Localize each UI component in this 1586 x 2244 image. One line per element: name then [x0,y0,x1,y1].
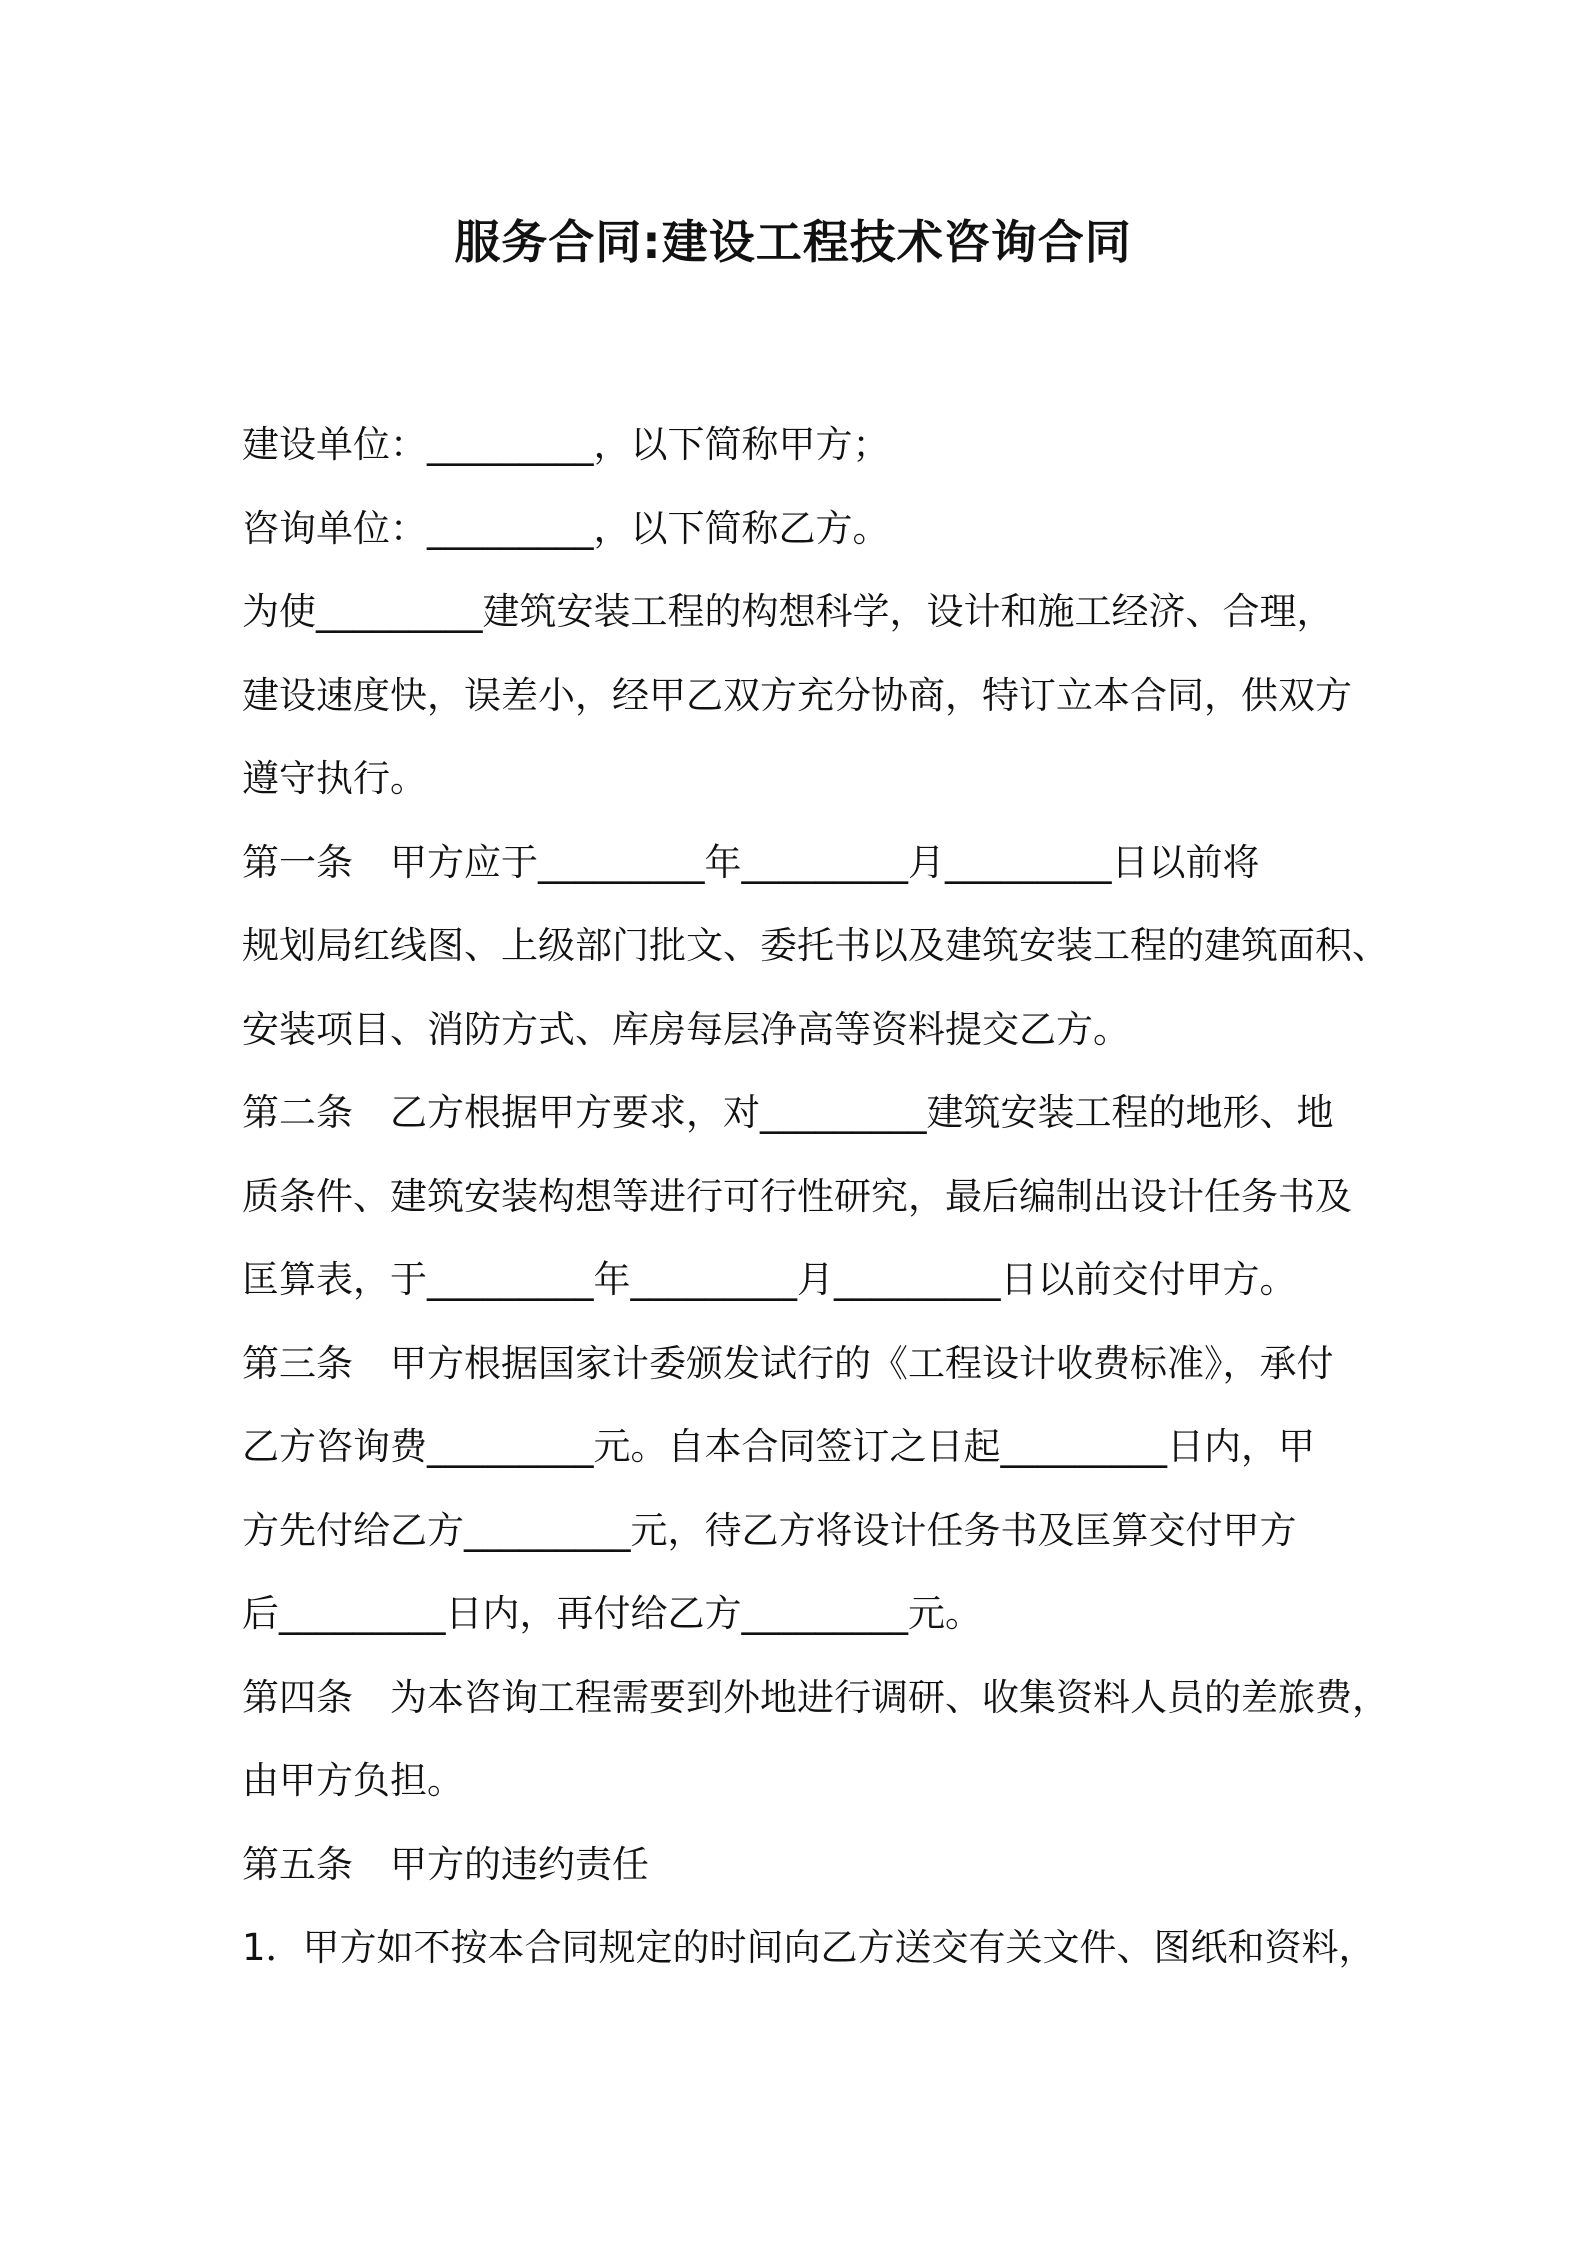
article-3-line-3: 方先付给乙方_________元，待乙方将设计任务书及匡算交付甲方 [242,1508,1297,1552]
article-1-line-2: 规划局红线图、上级部门批文、委托书以及建筑安装工程的建筑面积、 [242,924,1389,967]
preamble-line-2: 建设速度快，误差小，经甲乙双方充分协商，特订立本合同，供双方 [242,673,1352,717]
article-2-line-3: 匡算表，于_________年_________月_________日以前交付甲方。 [242,1258,1297,1301]
article-1-line-3: 安装项目、消防方式、库房每层净高等资料提交乙方。 [242,1007,1130,1051]
preamble-line-3: 遵守执行。 [242,757,427,800]
document-title: 服务合同:建设工程技术咨询合同 [454,215,1132,269]
preamble-line-1: 为使_________建筑安装工程的构想科学，设计和施工经济、合理， [242,590,1334,633]
article-1-line-1: 第一条 甲方应于_________年_________月_________日以前将 [242,840,1260,884]
article-2-line-1: 第二条 乙方根据甲方要求，对_________建筑安装工程的地形、地 [242,1091,1334,1134]
article-3-line-2: 乙方咨询费_________元。自本合同签订之日起_________日内，甲 [242,1425,1315,1468]
article-5-item-1-line-1: 1．甲方如不按本合同规定的时间向乙方送交有关文件、图纸和资料， [242,1926,1376,1969]
party-a-line: 建设单位：_________，以下简称甲方； [242,423,890,466]
article-3-line-1: 第三条 甲方根据国家计委颁发试行的《工程设计收费标准》，承付 [242,1341,1334,1385]
contract-body [242,403,1389,1990]
article-5-heading: 第五条 甲方的违约责任 [242,1842,649,1886]
article-3-line-4: 后_________日内，再付给乙方_________元。 [242,1592,982,1635]
article-4-line-1: 第四条 为本咨询工程需要到外地进行调研、收集资料人员的差旅费， [242,1675,1389,1719]
party-b-line: 咨询单位：_________，以下简称乙方。 [242,506,890,550]
article-4-line-2: 由甲方负担。 [242,1759,464,1802]
article-2-line-2: 质条件、建筑安装构想等进行可行性研究，最后编制出设计任务书及 [242,1174,1352,1218]
